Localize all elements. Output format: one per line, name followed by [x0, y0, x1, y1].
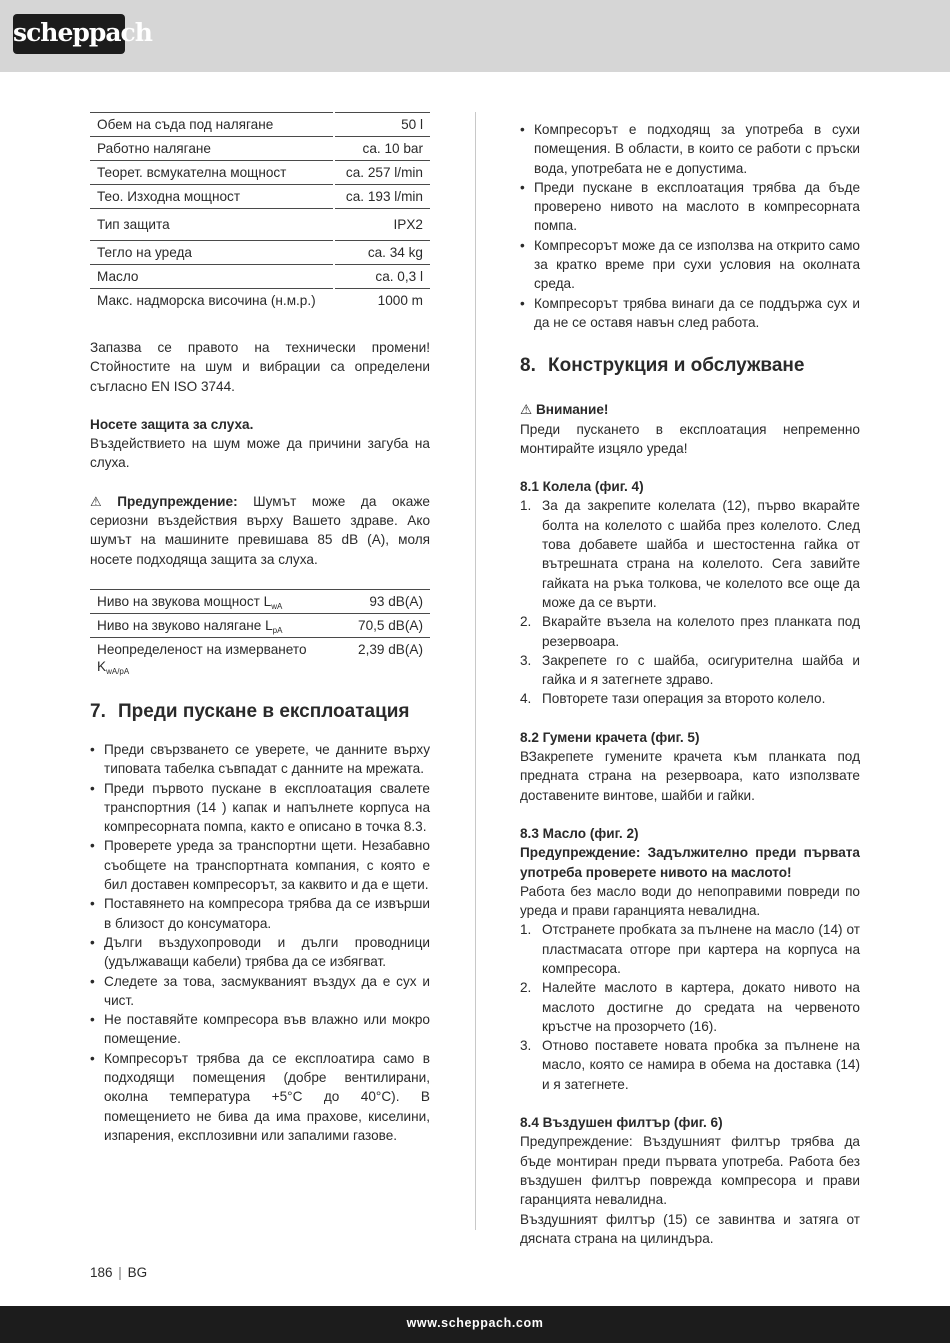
- operation-notes-list: [520, 120, 860, 332]
- spec-value: ca. 0,3 l: [334, 265, 430, 289]
- table-row: [90, 241, 430, 265]
- oil-steps: [520, 920, 860, 1094]
- spec-value: ca. 193 l/min: [334, 185, 430, 209]
- technical-changes-note: Запазва се правото на технически промени! Стойностите на шум и вибрации са определени съгласно EN ISO 3744.: [90, 340, 430, 394]
- list-item: • Преди първото пускане в експлоатация свалете транспортния (14 ) капак и напълнете корпуса на компресорната помпа, както е описано в точка 8.3.: [90, 779, 430, 837]
- warning-text: Шумът може да окаже сериозни въздействия върху Вашето здраве. Ако шумът на машините превишава 85 dB (A), моля носете подходяща защита за слуха.: [90, 493, 430, 567]
- section-7-heading: 7. Преди пускане в експлоатация: [90, 700, 410, 722]
- table-row: [90, 265, 430, 289]
- spec-label: Обем на съда под налягане: [90, 113, 334, 137]
- attention-text: Преди пускането в експлоатация непременно монтирайте изцяло уреда!: [520, 421, 860, 456]
- column-divider: [475, 112, 476, 1230]
- spec-value: 50 l: [334, 113, 430, 137]
- rubber-feet-text: ВЗакрепете гумените крачета към планката под предната страна на резервоара, като използвате доставените винтове, шайби и гайки.: [520, 749, 860, 803]
- section-8-heading: 8. Конструкция и обслужване: [520, 355, 805, 377]
- table-row: [90, 185, 430, 209]
- list-item: • Поставянето на компресора трябва да се извърши в близост до консуматора.: [90, 894, 430, 933]
- list-item: 3. Закрепете го с шайба, осигурителна шайба и гайка и я затегнете здраво.: [520, 652, 860, 688]
- noise-value: 70,5 dB(A): [351, 613, 430, 637]
- list-item: 1. Отстранете пробката за пълнене на масло (14) от пластмасата отгоре при картера на корпуса на компресора.: [520, 922, 860, 976]
- list-item: 2. Налейте маслото в картера, докато нивото на маслото достигне до средата на червеното кръстче на прозорчето (16).: [520, 980, 860, 1034]
- spec-label: Тео. Изходна мощност: [90, 185, 334, 209]
- table-row: [90, 209, 430, 241]
- list-item: • Компресорът може да се използва на открито само за кратко време при сухи условия на околната среда.: [520, 236, 860, 294]
- right-column: [520, 120, 860, 1248]
- table-row: [90, 289, 430, 313]
- subsection-8-4-title: 8.4 Въздушен филтър (фиг. 6): [520, 1115, 723, 1131]
- spec-label: Масло: [90, 265, 334, 289]
- table-row: [90, 613, 430, 637]
- list-item: • Компресорът е подходящ за употреба в сухи помещения. В области, в които се работи с пръски вода, употребата не е допустима.: [520, 120, 860, 178]
- page-number: 186 | BG: [90, 1265, 148, 1280]
- list-item: • Преди пускане в експлоатация трябва да бъде проверено нивото на маслото в компресорната помпа.: [520, 178, 860, 236]
- page-footer: [0, 1306, 950, 1343]
- list-item: 1. За да закрепите колелата (12), първо вкарайте болта на колелото с шайба през колелото. След това добавете шайба и шестостенна гайка от вътрешната страна на колелото. Сега завийте гайката на ръка толкова, че колелото все още да може да се върти.: [520, 498, 860, 610]
- spec-label: Тегло на уреда: [90, 241, 334, 265]
- list-item: • Не поставяйте компресора във влажно или мокро помещение.: [90, 1010, 430, 1049]
- attention-title: ⚠ Внимание!: [520, 402, 609, 418]
- list-item: 4. Повторете тази операция за второто колело.: [520, 691, 826, 707]
- spec-label: Макс. надморска височина (н.м.р.): [90, 289, 334, 313]
- subsection-8-3-title: 8.3 Масло (фиг. 2): [520, 825, 639, 841]
- spec-table: [90, 112, 430, 312]
- list-item: 3. Отново поставете новата пробка за пълнене на масло, която се намира в обема на доставка (14) и я затегнете.: [520, 1038, 860, 1092]
- list-item: • Проверете уреда за транспортни щети. Незабавно съобщете на транспортната компания, с която е бил доставен компресорът, за каквито и да е щети.: [90, 836, 430, 894]
- warning-label: Предупреждение:: [117, 493, 238, 509]
- noise-label: Неопределеност на измерването $K_{wA/pA}$: [97, 641, 307, 676]
- brand-logo: scheppach: [13, 14, 125, 54]
- hearing-protection-title: Носете защита за слуха.: [90, 416, 254, 432]
- spec-label: Теорет. всмукателна мощност: [90, 161, 334, 185]
- oil-warning: Предупреждение: Задължително преди първата употреба проверете нивото на маслото!: [520, 845, 860, 880]
- list-item: • Компресорът трябва винаги да се поддържа сух и да не се оставя навън след работа.: [520, 294, 860, 333]
- warning-icon: ⚠: [90, 493, 102, 509]
- list-item: • Дълги въздухопроводи и дълги проводници (удължаващи кабели) трябва да се избягват.: [90, 933, 430, 972]
- section-7-list: [90, 740, 430, 1145]
- list-item: • Преди свързването се уверете, че данните върху типовата табелка съвпадат с данните на мрежата.: [90, 740, 430, 779]
- wheels-steps: [520, 496, 860, 708]
- website-link[interactable]: www.scheppach.com: [406, 1316, 544, 1330]
- noise-label: Ниво на звуково налягане $L_{pA}$: [90, 613, 351, 637]
- spec-label: Тип защита: [90, 209, 334, 241]
- spec-value: IPX2: [334, 209, 430, 241]
- noise-value: 93 dB(A): [351, 589, 430, 613]
- oil-text: Работа без масло води до непоправими повреди по уреда и прави гаранцията невалидна.: [520, 883, 860, 919]
- hearing-protection-text: Въздействието на шум може да причини загуба на слуха.: [90, 436, 430, 471]
- noise-label: Ниво на звукова мощност $L_{wA}$: [90, 589, 351, 613]
- noise-table: [90, 589, 430, 678]
- spec-value: ca. 10 bar: [334, 137, 430, 161]
- warning-icon: ⚠: [520, 402, 533, 418]
- table-row: [90, 161, 430, 185]
- table-row: [90, 637, 430, 678]
- spec-label: Работно налягане: [90, 137, 334, 161]
- table-row: [90, 113, 430, 137]
- air-filter-text-2: Въздушният филтър (15) се завинтва и затяга от дясната страна на цилиндъра.: [520, 1211, 860, 1246]
- list-item: • Компресорът трябва да се експлоатира само в подходящи помещения (добре вентилирани, околна температура +5°C до 40°C). В помещението не бива да има прахове, киселини, изпарения, експлозивни или запалими газове.: [90, 1049, 430, 1145]
- table-row: [90, 137, 430, 161]
- spec-value: ca. 257 l/min: [334, 161, 430, 185]
- subsection-8-2-title: 8.2 Гумени крачета (фиг. 5): [520, 729, 700, 745]
- spec-value: 1000 m: [377, 293, 423, 308]
- noise-warning: [90, 492, 430, 569]
- page-header: [0, 0, 950, 72]
- spec-value: ca. 34 kg: [334, 241, 430, 265]
- noise-value: 2,39 dB(A): [358, 641, 423, 657]
- subsection-8-1-title: 8.1 Колела (фиг. 4): [520, 479, 644, 495]
- air-filter-text: Предупреждение: Въздушният филтър трябва да бъде монтиран преди първата употреба. Работа без въздушен филтър поврежда компресора и прави гаранцията невалидна.: [520, 1134, 860, 1208]
- left-column: [90, 112, 430, 1145]
- list-item: • Следете за това, засмукваният въздух да е сух и чист.: [90, 972, 430, 1011]
- list-item: 2. Вкарайте възела на колелото през планката под резервоара.: [520, 614, 860, 649]
- table-row: [90, 589, 430, 613]
